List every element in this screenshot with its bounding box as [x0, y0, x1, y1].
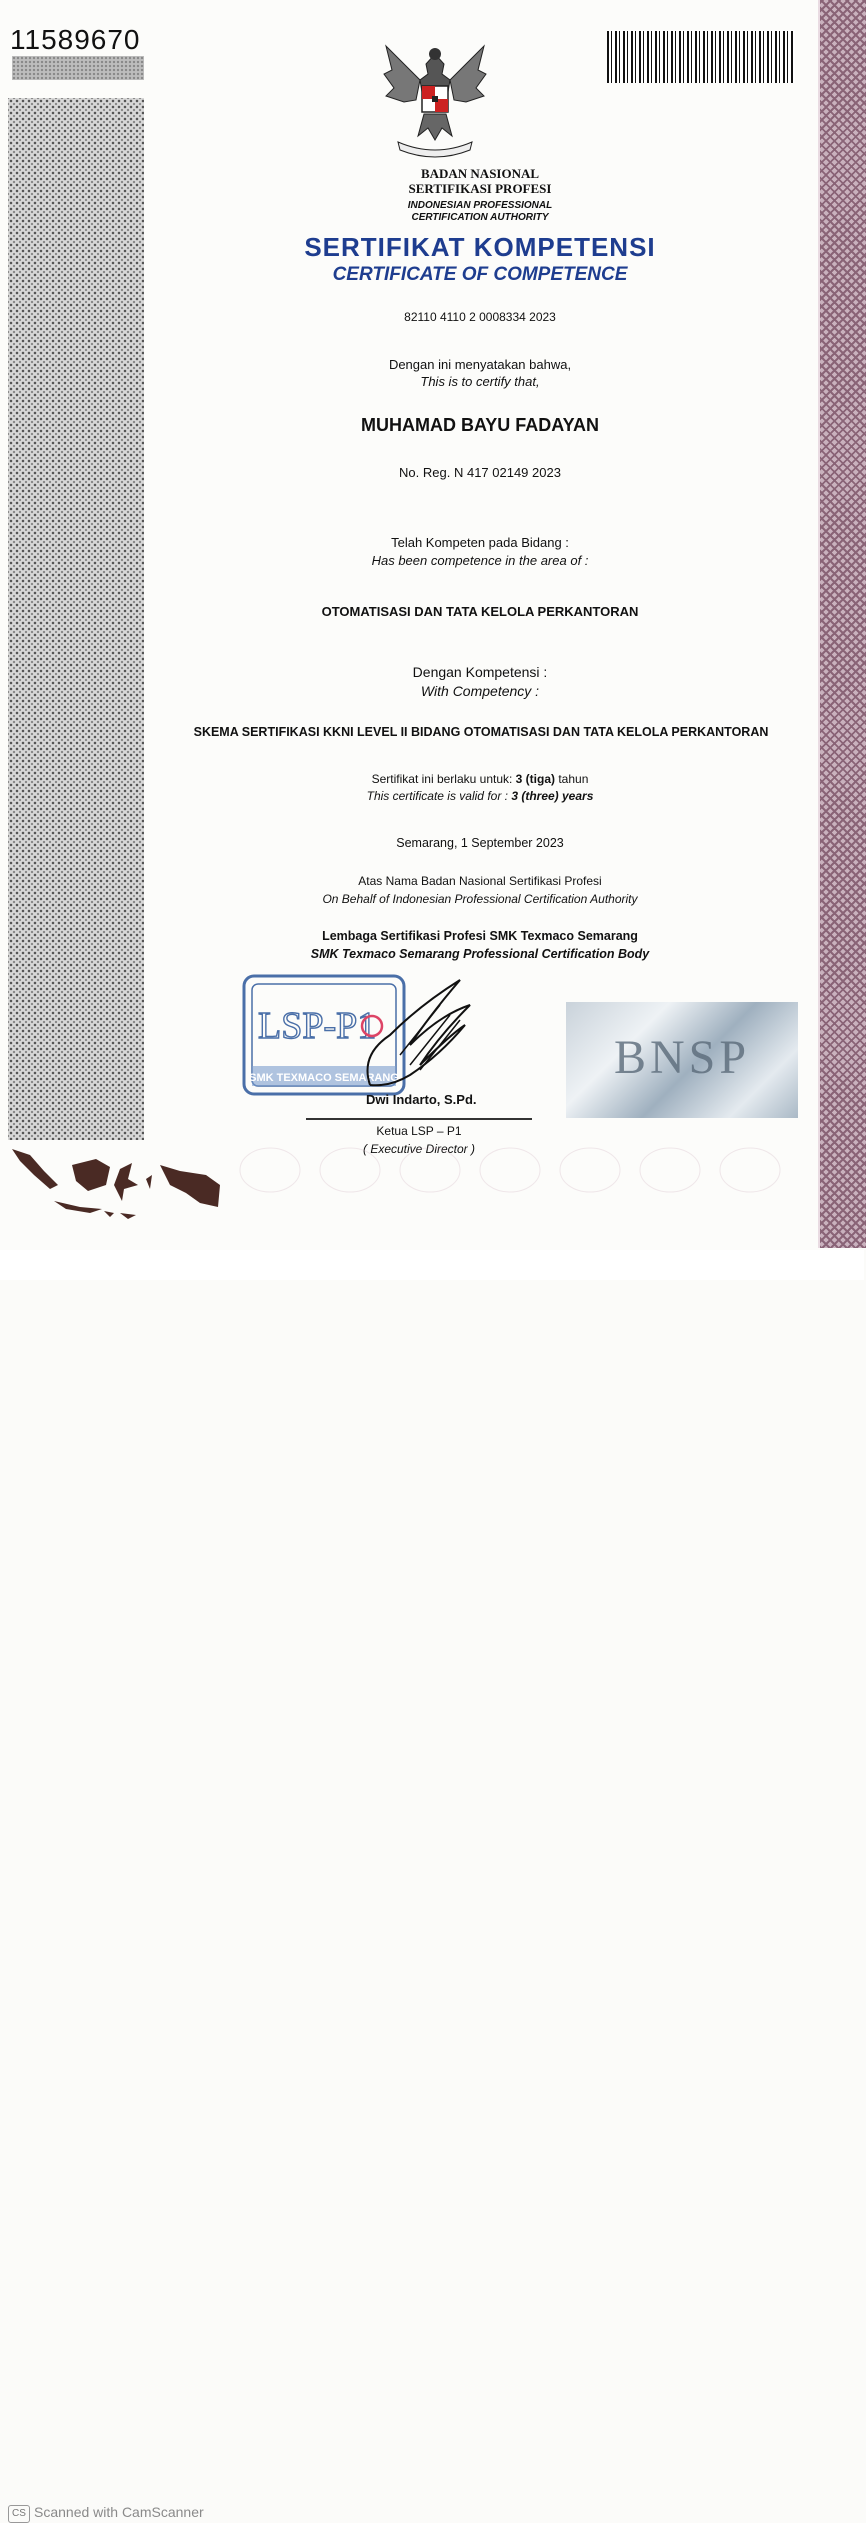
validity-prefix: Sertifikat ini berlaku untuk:: [371, 772, 516, 786]
signature-scribble: [350, 975, 490, 1095]
stamp-subtext: SMK TEXMACO SEMARANG: [249, 1072, 399, 1084]
place-date: Semarang, 1 September 2023: [396, 836, 564, 850]
statement-en: This is to certify that,: [420, 374, 540, 389]
agency-name-en: [140, 200, 820, 224]
registration-number: No. Reg. N 417 02149 2023: [399, 465, 561, 480]
on-behalf-en: On Behalf of Indonesian Professional Certification Authority: [322, 892, 638, 906]
agency-en-line-2: CERTIFICATION AUTHORITY: [411, 212, 549, 223]
certificate-number: 82110 4110 2 0008334 2023: [404, 310, 556, 324]
competency-label-en: With Competency :: [420, 683, 540, 699]
certification-body: Lembaga Sertifikasi Profesi SMK Texmaco Semarang: [322, 929, 638, 943]
on-behalf: Atas Nama Badan Nasional Sertifikasi Profesi: [358, 874, 602, 888]
garuda-emblem-icon: [380, 40, 490, 162]
agency-line-2: SERTIFIKASI PROFESI: [408, 181, 552, 196]
validity-en-value: 3 (three) years: [511, 789, 594, 803]
signatory-name: Dwi Indarto, S.Pd.: [366, 1092, 477, 1107]
validity-en-prefix: This certificate is valid for :: [366, 789, 512, 803]
barcode: [607, 30, 795, 83]
serial-security-strip: [12, 56, 144, 80]
bnsp-hologram: [566, 1002, 798, 1118]
right-guilloche-border: [818, 0, 866, 1248]
field-label-en: Has been competence in the area of :: [371, 553, 589, 568]
competence-field: OTOMATISASI DAN TATA KELOLA PERKANTORAN: [321, 604, 639, 619]
certificate-title: SERTIFIKAT KOMPETENSI: [304, 232, 656, 262]
agency-line-1: BADAN NASIONAL: [420, 166, 540, 181]
camscanner-logo-icon: CS: [8, 2505, 30, 2523]
scanner-watermark-text: Scanned with CamScanner: [34, 2504, 204, 2520]
statement: Dengan ini menyatakan bahwa,: [388, 357, 572, 372]
competency-label: Dengan Kompetensi :: [412, 664, 548, 680]
guilloche-watermark: [230, 1120, 790, 1220]
holder-name: MUHAMAD BAYU FADAYAN: [360, 415, 600, 435]
signatory-position-en: ( Executive Director ): [362, 1142, 476, 1156]
validity: [140, 772, 820, 786]
certification-body-en: SMK Texmaco Semarang Professional Certification Body: [310, 947, 650, 961]
field-label: Telah Kompeten pada Bidang :: [391, 535, 569, 550]
validity-value: 3 (tiga): [515, 772, 556, 786]
certificate-title-en: CERTIFICATE OF COMPETENCE: [332, 264, 628, 285]
validity-suffix: tahun: [555, 772, 589, 786]
stamp-text: LSP-P1: [258, 1005, 377, 1047]
scanner-footer: [0, 1250, 864, 2520]
hologram-text: BNSP: [613, 1031, 751, 1084]
competency-scheme: SKEMA SERTIFIKASI KKNI LEVEL II BIDANG OTOMATISASI DAN TATA KELOLA PERKANTORAN: [193, 725, 769, 739]
validity-en: [140, 789, 820, 803]
serial-number: 11589670: [10, 24, 141, 55]
agency-en-line-1: INDONESIAN PROFESSIONAL: [407, 200, 553, 211]
left-security-band: [8, 98, 144, 1140]
indonesia-map-icon: [10, 1145, 222, 1225]
agency-name: [140, 166, 820, 196]
signatory-position: Ketua LSP – P1: [376, 1124, 462, 1138]
